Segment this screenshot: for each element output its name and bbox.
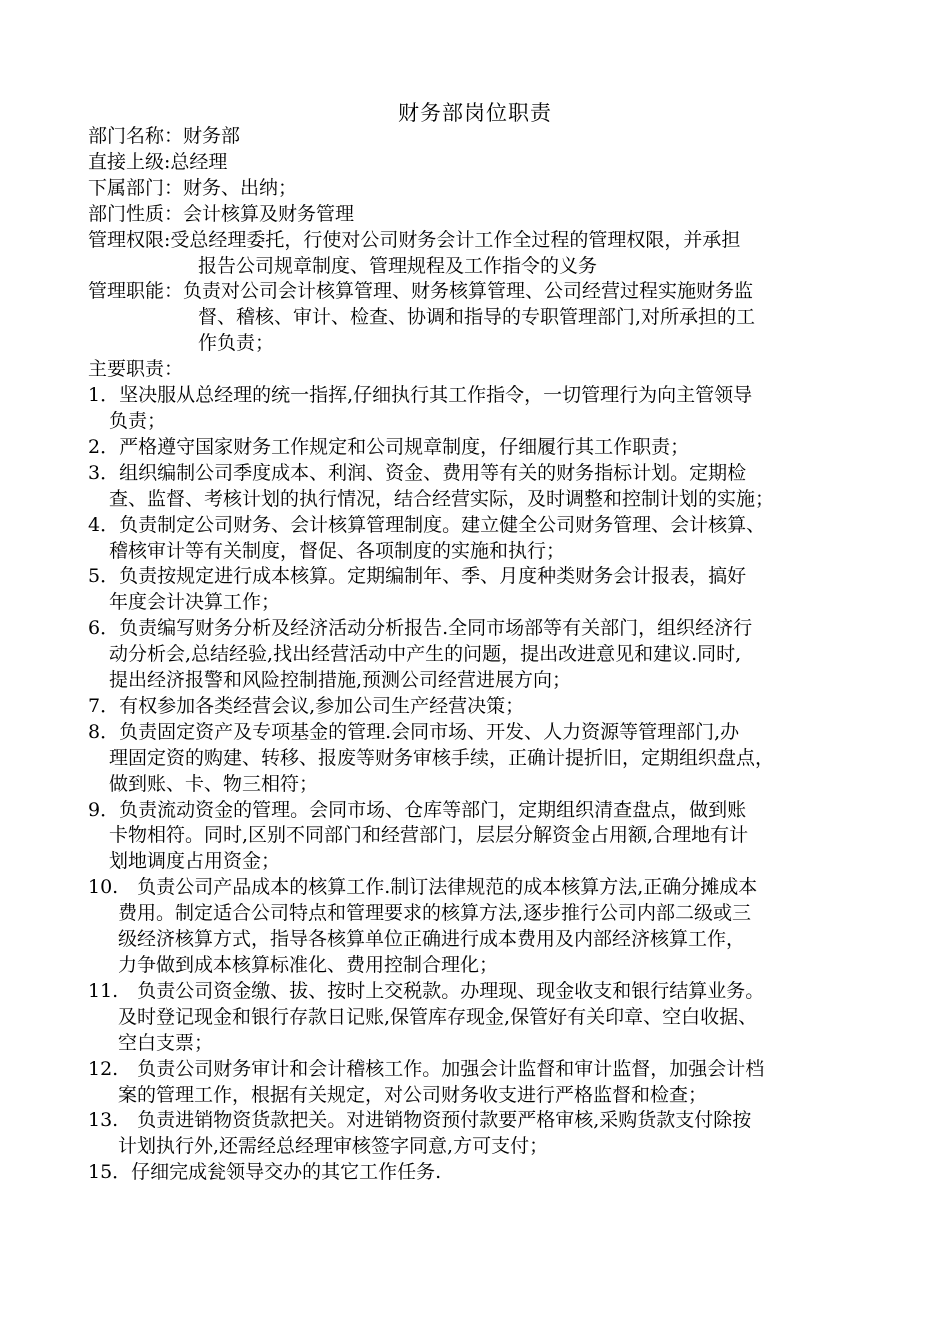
info-nature	[88, 202, 888, 228]
duty-line: 及时登记现金和银行存款日记账,保管库存现金,保管好有关印章、空白收据、	[118, 1005, 758, 1028]
duty-line: 级经济核算方式，指导各核算单位正确进行成本费用及内部经济核算工作，	[118, 928, 746, 951]
duty-line: 做到账、卡、物三相符；	[109, 772, 319, 795]
duty-item	[88, 694, 888, 720]
duty-line: 11. 负责公司资金缴、拔、按时上交税款。办理现、现金收支和银行结算业务。	[88, 979, 765, 1002]
duty-item	[88, 798, 888, 876]
duty-line: 12. 负责公司财务审计和会计稽核工作。加强会计监督和审计监督，加强会计档	[88, 1057, 765, 1080]
duty-line: 10. 负责公司产品成本的核算工作.制订法律规范的成本核算方法,正确分摊成本	[88, 876, 758, 899]
nature-value: 会计核算及财务管理	[183, 202, 355, 225]
duty-line: 空白支票；	[118, 1031, 214, 1054]
function-line: 负责对公司会计核算管理、财务核算管理、公司经营过程实施财务监	[183, 280, 754, 303]
info-superior	[88, 150, 888, 176]
duty-item	[88, 383, 888, 435]
duty-item	[88, 435, 888, 461]
duty-item	[88, 461, 888, 513]
duty-line: 3．组织编制公司季度成本、利润、资金、费用等有关的财务指标计划。定期检	[88, 461, 747, 484]
duty-item	[88, 513, 888, 565]
subordinate-label: 下属部门：	[88, 176, 184, 199]
authority-label: 管理权限:	[88, 228, 171, 251]
authority-line: 受总经理委托，行使对公司财务会计工作全过程的管理权限，并承担	[170, 228, 741, 251]
duty-line: 5．负责按规定进行成本核算。定期编制年、季、月度种类财务会计报表，搞好	[88, 565, 747, 588]
duty-line: 费用。制定适合公司特点和管理要求的核算方法,逐步推行公司内部二级或三	[118, 902, 752, 925]
duty-line: 8．负责固定资产及专项基金的管理.会同市场、开发、人力资源等管理部门,办	[88, 720, 740, 743]
duty-item	[88, 1160, 888, 1186]
function-line: 作负责；	[198, 332, 275, 355]
duty-line: 计划执行外,还需经总经理审核签字同意,方可支付；	[118, 1135, 549, 1158]
nature-label: 部门性质：	[88, 202, 184, 225]
function-label: 管理职能：	[88, 280, 184, 303]
info-function	[88, 279, 888, 357]
duty-line: 7．有权参加各类经营会议,参加公司生产经营决策；	[88, 694, 525, 717]
duty-line: 9．负责流动资金的管理。会同市场、仓库等部门，定期组织清查盘点，做到账	[88, 798, 747, 821]
duties-heading: 主要职责：	[88, 358, 184, 381]
duty-item	[88, 875, 888, 979]
duty-line: 6．负责编写财务分析及经济活动分析报告.全同市场部等有关部门，组织经济行	[88, 617, 753, 640]
dept-name-label: 部门名称：	[88, 125, 184, 147]
duty-line: 划地调度占用资金；	[109, 850, 281, 873]
info-dept-name	[88, 124, 888, 150]
duty-item	[88, 1108, 888, 1160]
duty-item	[88, 720, 888, 798]
duty-line: 卡物相符。同时,区别不同部门和经营部门，层层分解资金占用额,合理地有计	[109, 824, 749, 847]
duty-line: 力争做到成本核算标准化、费用控制合理化；	[118, 954, 499, 976]
duty-item	[88, 1057, 888, 1109]
duty-line: 动分析会,总结经验,找出经营活动中产生的问题，提出改进意见和建议.同时,	[109, 643, 742, 666]
dept-name-value: 财务部	[183, 125, 241, 147]
info-subordinate	[88, 176, 888, 202]
duty-line: 1．坚决服从总经理的统一指挥,仔细执行其工作指令，一切管理行为向主管领导	[88, 384, 753, 407]
duty-line: 查、监督、考核计划的执行情况，结合经营实际，及时调整和控制计划的实施；	[109, 487, 775, 510]
duty-line: 13. 负责进销物资货款把关。对进销物资预付款要严格审核,采购货款支付除按	[88, 1109, 752, 1132]
document-body	[88, 124, 888, 1186]
duty-line: 提出经济报警和风险控制措施,预测公司经营进展方向；	[109, 669, 572, 692]
info-authority	[88, 228, 888, 280]
duty-item	[88, 564, 888, 616]
duty-line: 理固定资的购建、转移、报废等财务审核手续，正确计提折旧，定期组织盘点，	[109, 746, 775, 769]
duty-line: 稽核审计等有关制度，督促、各项制度的实施和执行；	[109, 539, 566, 562]
duty-line: 4．负责制定公司财务、会计核算管理制度。建立健全公司财务管理、会计核算、	[88, 513, 766, 536]
document-title: 财务部岗位职责	[398, 101, 552, 125]
duty-line: 负责；	[109, 409, 167, 432]
subordinate-value: 财务、出纳；	[183, 176, 298, 199]
function-line: 督、稽核、审计、检查、协调和指导的专职管理部门,对所承担的工	[198, 306, 756, 329]
duty-line: 15．仔细完成瓮领导交办的其它工作任务.	[88, 1161, 442, 1184]
duty-item	[88, 616, 888, 694]
duty-line: 2．严格遵守国家财务工作规定和公司规章制度，仔细履行其工作职责；	[88, 435, 690, 458]
superior-label: 直接上级:	[88, 150, 171, 173]
duty-line: 年度会计决算工作；	[109, 591, 281, 614]
duty-line: 案的管理工作，根据有关规定，对公司财务收支进行严格监督和检查；	[118, 1083, 708, 1106]
authority-line: 报告公司规章制度、管理规程及工作指令的义务	[198, 254, 598, 277]
superior-value: 总经理	[170, 150, 228, 173]
duty-item	[88, 979, 888, 1057]
